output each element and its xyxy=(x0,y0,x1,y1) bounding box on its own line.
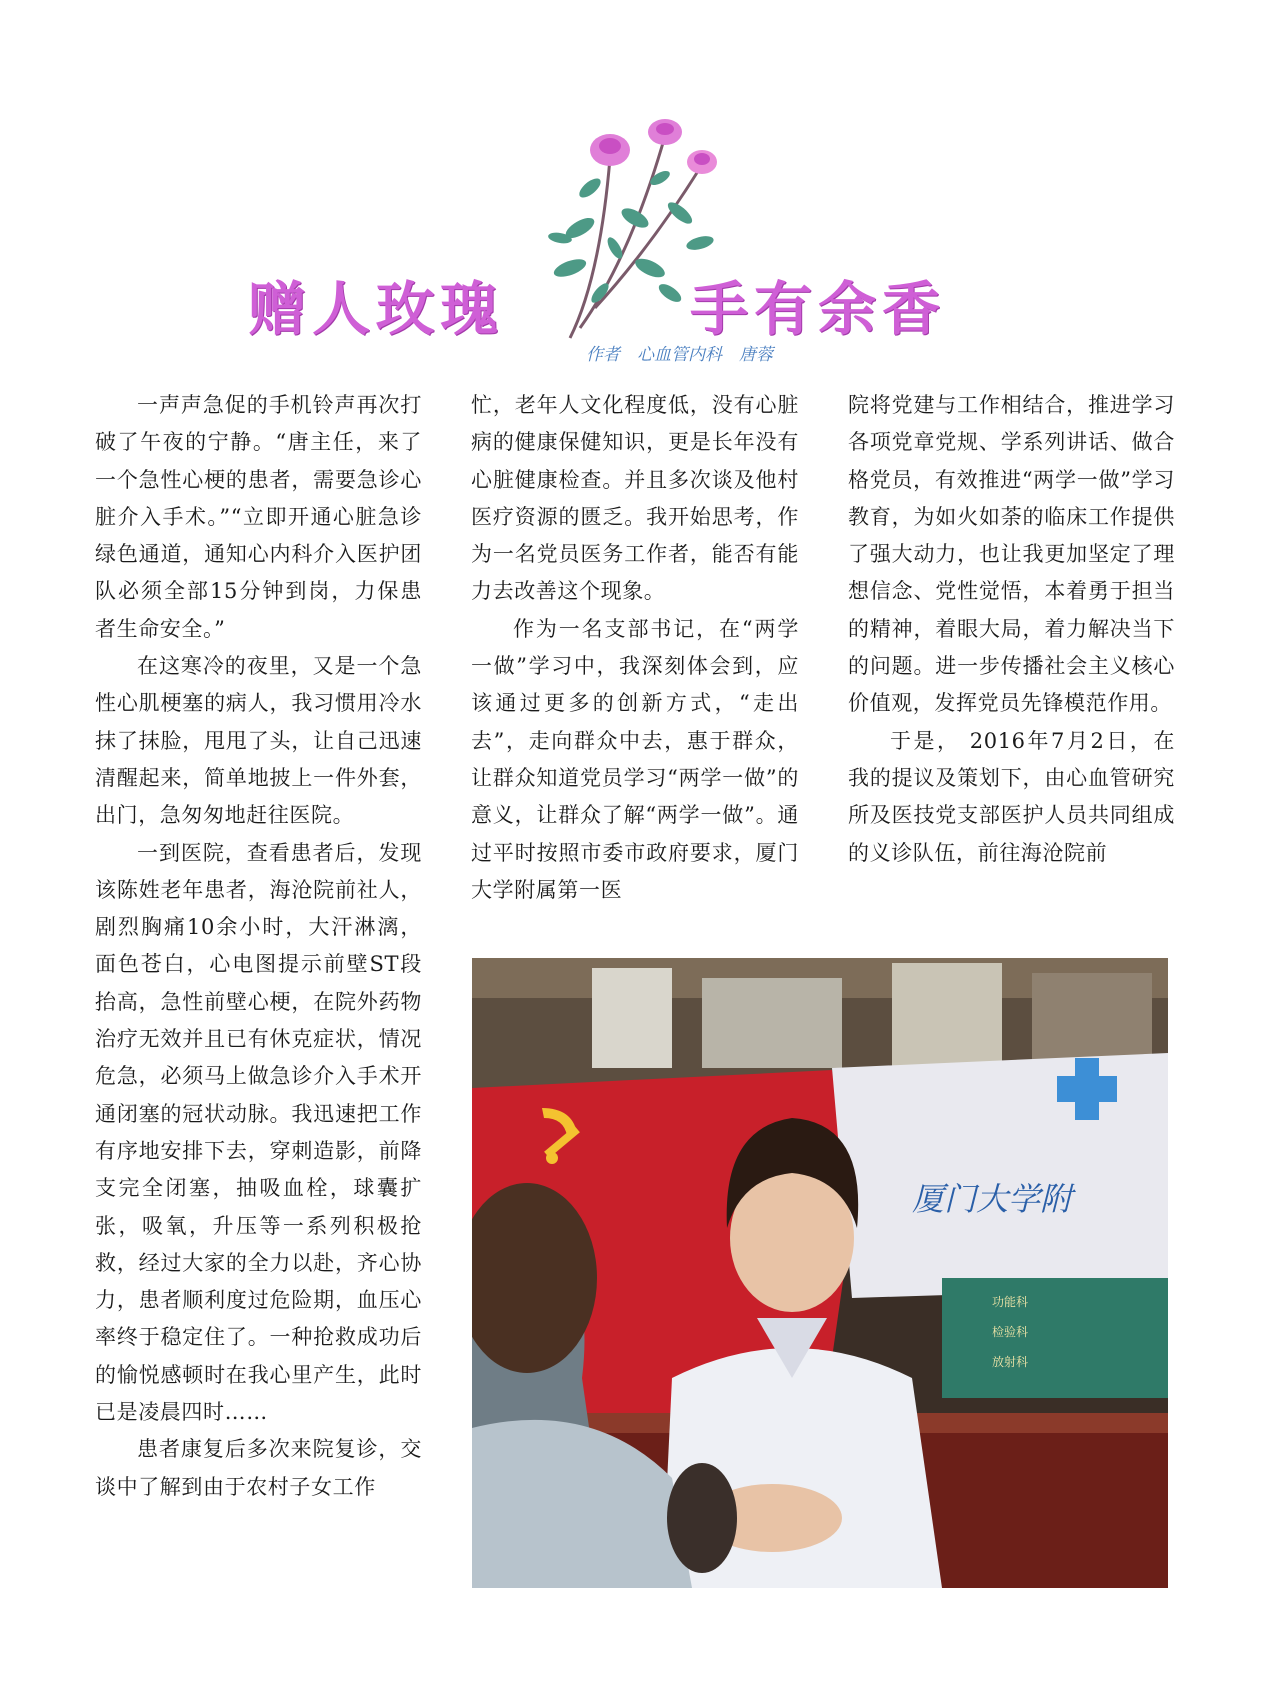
banner-text: 厦门大学附 xyxy=(912,1180,1073,1218)
paragraph: 患者康复后多次来院复诊，交谈中了解到由于农村子女工作 xyxy=(95,1437,422,1499)
paragraph: 于是， 2016年7月2日，在我的提议及策划下，由心血管研究所及医技党支部医护人员共同组成的义诊队伍，前往海沧院前 xyxy=(848,728,1175,865)
text-column-2 xyxy=(471,387,799,909)
text-column-1 xyxy=(95,387,422,1506)
paragraph: 一到医院，查看患者后，发现该陈姓老年患者，海沧院前社人，剧烈胸痛10余小时，大汗淋漓，面色苍白，心电图提示前壁ST段抬高，急性前壁心梗，在院外药物治疗无效并且已有休克症状，情况危急，必须马上做急诊介入手术开通闭塞的冠状动脉。我迅速把工作有序地安排下去，穿刺造影，前降支完全闭塞，抽吸血栓，球囊扩张，吸氧，升压等一系列积极抢救，经过大家的全力以赴，齐心协力，患者顺利度过危险期，血压心率终于稳定住了。一种抢救成功后的愉悦感顿时在我心里产生，此时已是凌晨四时…… xyxy=(95,840,422,1425)
board-row: 检验科 xyxy=(992,1325,1029,1339)
article-byline: 作者 心血管内科 唐蓉 xyxy=(586,345,773,365)
paragraph: 一声声急促的手机铃声再次打破了午夜的宁静。“唐主任，来了一个急性心梗的患者，需要急诊心脏介入手术。”“立即开通心脏急诊绿色通道，通知心内科介入医护团队必须全部15分钟到岗，力保患者生命安全。” xyxy=(95,393,422,641)
paragraph: 院将党建与工作相结合，推进学习各项党章党规、学系列讲话、做合格党员，有效推进“两学一做”学习教育，为如火如荼的临床工作提供了强大动力，也让我更加坚定了理想信念、党性觉悟，本着勇于担当的精神，着眼大局，着力解决当下的问题。进一步传播社会主义核心价值观，发挥党员先锋模范作用。 xyxy=(848,393,1175,716)
paragraph: 在这寒冷的夜里，又是一个急性心肌梗塞的病人，我习惯用冷水抹了抹脸，甩甩了头，让自己迅速清醒起来，简单地披上一件外套，出门，急匆匆地赶往医院。 xyxy=(95,654,422,828)
article-photo xyxy=(472,958,1168,1588)
paragraph: 作为一名支部书记，在“两学一做”学习中，我深刻体会到，应该通过更多的创新方式，“走出去”，走向群众中去，惠于群众，让群众知道党员学习“两学一做”的意义，让群众了解“两学一做”。通过平时按照市委市政府要求，厦门大学附属第一医 xyxy=(471,616,799,902)
board-row: 放射科 xyxy=(992,1355,1029,1369)
article-title-left: 赠人玫瑰 xyxy=(248,275,505,343)
paragraph: 忙，老年人文化程度低，没有心脏病的健康保健知识，更是长年没有心脏健康检查。并且多次谈及他村医疗资源的匮乏。我开始思考，作为一名党员医务工作者，能否有能力去改善这个现象。 xyxy=(471,393,799,604)
board-row: 功能科 xyxy=(992,1295,1029,1309)
article-header xyxy=(0,0,1264,370)
text-column-3 xyxy=(848,387,1175,872)
photo-illustration xyxy=(472,958,1168,1588)
article-title-right: 手有余香 xyxy=(690,275,947,343)
